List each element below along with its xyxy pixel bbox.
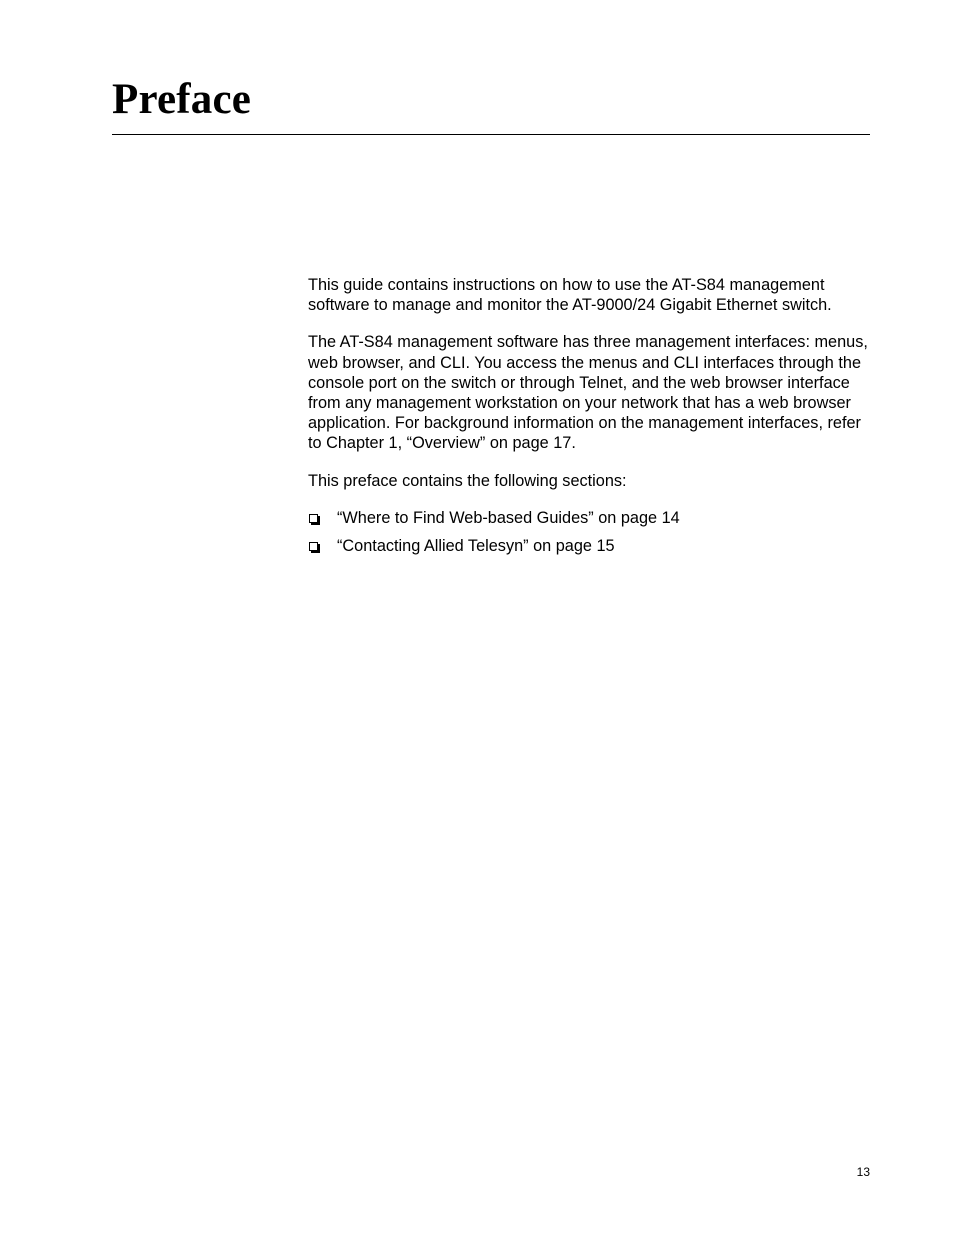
title-divider xyxy=(112,134,870,135)
intro-paragraph: This guide contains instructions on how to use the AT-S84 management software to manage and monitor the AT-9000/24 Gigabit Ethernet switch. xyxy=(308,276,832,315)
checkbox-bullet-icon xyxy=(309,514,318,523)
section-list-item xyxy=(308,508,878,528)
section-link-web-guides[interactable]: “Where to Find Web-based Guides” on page 14 xyxy=(337,508,680,527)
preface-body xyxy=(308,275,878,564)
checkbox-bullet-icon xyxy=(309,542,318,551)
section-link-contacting[interactable]: “Contacting Allied Telesyn” on page 15 xyxy=(337,537,615,556)
section-list-item xyxy=(308,536,878,556)
page-number: 13 xyxy=(856,1165,870,1179)
page-title: Preface xyxy=(112,76,252,123)
interfaces-paragraph: The AT-S84 management software has three management interfaces: menus, web browser, and CLI. You access the menus and CLI interfaces through the console port on the switch or through Telnet, and the web browser interface from any management workstation on your network that has a web browser application. For background information on the management interfaces, refer to Chapter 1, “Overview” on page 17. xyxy=(308,333,868,453)
sections-intro-paragraph: This preface contains the following sections: xyxy=(308,471,627,490)
section-list xyxy=(308,508,878,556)
